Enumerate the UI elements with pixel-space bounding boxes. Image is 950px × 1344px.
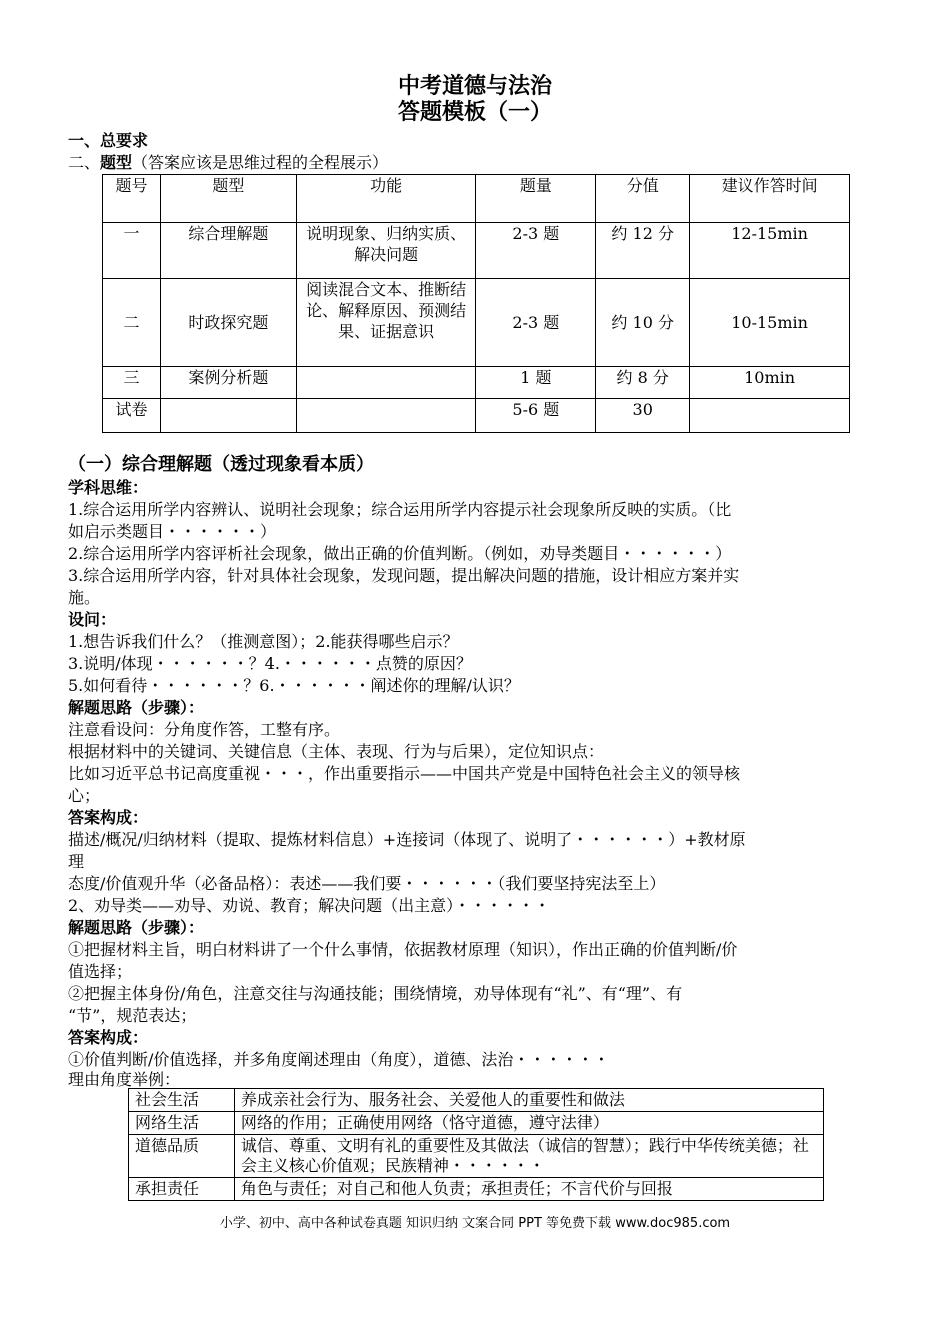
table-cell: 网络的作用；正确使用网络（恪守道德，遵守法律） [234,1112,823,1135]
table-row [129,1135,824,1178]
table-header-cell: 题量 [476,175,596,223]
paragraph-line: 值选择； [68,962,133,981]
table-cell: 30 [596,399,690,433]
paragraph-line: 注意看设问：分角度作答，工整有序。 [68,720,341,739]
table-cell: 养成亲社会行为、服务社会、关爱他人的重要性和做法 [234,1089,823,1112]
answer-structure-label: 答案构成： [68,808,149,827]
table-cell [296,399,476,433]
paragraph-line: 理 [68,852,85,871]
table-header-cell: 建议作答时间 [690,175,850,223]
table-cell: 角色与责任；对自己和他人负责；承担责任；不言代价与回报 [234,1178,823,1201]
table-cell: 阅读混合文本、推断结论、解释原因、预测结果、证据意识 [296,279,476,367]
solution-steps-label: 解题思路（步骤）： [68,918,205,937]
paragraph-line: 理由角度举例： [68,1070,181,1089]
paragraph-line: 2.综合运用所学内容评析社会现象，做出正确的价值判断。（例如，劝导类题目・・・・・・） [68,544,732,563]
table-row [129,1089,824,1112]
table-cell: 一 [103,223,161,279]
table-cell: 网络生活 [129,1112,235,1135]
subject-thinking-label: 学科思维： [68,478,149,497]
solution-steps-label: 解题思路（步骤）： [68,698,205,717]
paragraph-line: 描述/概况/归纳材料（提取、提炼材料信息）+连接词（体现了、说明了・・・・・・）+教材原 [68,830,746,849]
paragraph-line: 2、劝导类——劝导、劝说、教育；解决问题（出主意）・・・・・・ [68,896,551,915]
paragraph-line: 施。 [68,588,101,607]
paragraph-line: 态度/价值观升华（必备品格）：表述——我们要・・・・・・（我们要坚持宪法至上） [68,874,666,893]
table-row [129,1112,824,1135]
table-cell: 约 8 分 [596,367,690,399]
section-question-types-label: 题型 [100,153,133,172]
table-row [103,367,850,399]
table-cell: 2-3 题 [476,279,596,367]
table-cell: 诚信、尊重、文明有礼的重要性及其做法（诚信的智慧）；践行中华传统美德；社会主义核心价值观；民族精神・・・・・・ [234,1135,823,1178]
paragraph-line: 如启示类题目・・・・・・） [68,522,277,541]
table-row [129,1178,824,1201]
table-row [103,399,850,433]
document-subtitle: 答题模板（一） [397,100,552,125]
paragraph-line: ①价值判断/价值选择，并多角度阐述理由（角度），道德、法治・・・・・・ [68,1050,610,1069]
section-question-types-note: （答案应该是思维过程的全程展示） [132,153,389,172]
table-cell: 试卷 [103,399,161,433]
question-forms-label: 设问： [68,610,117,629]
reason-angles-table [128,1088,824,1201]
table-cell: 10min [690,367,850,399]
table-cell: 说明现象、归纳实质、解决问题 [296,223,476,279]
table-header-cell: 题号 [103,175,161,223]
table-header-cell: 分值 [596,175,690,223]
table-cell [296,367,476,399]
page-footer: 小学、初中、高中各种试卷真题 知识归纳 文案合同 PPT 等免费下载 www.doc985.com [219,1216,731,1231]
part1-heading: （一）综合理解题（透过现象看本质） [68,454,374,475]
table-cell: 约 12 分 [596,223,690,279]
table-cell: 约 10 分 [596,279,690,367]
section-question-types-prefix: 二、 [68,153,101,172]
table-header-cell: 题型 [160,175,296,223]
table-cell: 时政探究题 [160,279,296,367]
document-title: 中考道德与法治 [397,74,552,99]
section-general-requirements: 一、总要求 [68,131,149,150]
table-header-row [103,175,850,223]
paragraph-line: 1.综合运用所学内容辨认、说明社会现象；综合运用所学内容提示社会现象所反映的实质。（比 [68,500,732,519]
table-cell [160,399,296,433]
table-cell: 承担责任 [129,1178,235,1201]
paragraph-line: 心； [68,786,101,805]
table-cell: 5-6 题 [476,399,596,433]
table-cell: 案例分析题 [160,367,296,399]
table-row [103,223,850,279]
table-cell: 三 [103,367,161,399]
table-cell: 社会生活 [129,1089,235,1112]
table-row [103,279,850,367]
table-cell: 综合理解题 [160,223,296,279]
table-cell: 二 [103,279,161,367]
paragraph-line: ②把握主体身份/角色，注意交往与沟通技能；围绕情境，劝导体现有“礼”、有“理”、有 [68,984,683,1003]
paragraph-line: “节”，规范表达； [68,1006,197,1025]
paragraph-line: 3.综合运用所学内容，针对具体社会现象，发现问题，提出解决问题的措施，设计相应方案并实 [68,566,740,585]
paragraph-line: 比如习近平总书记高度重视・・・，作出重要指示——中国共产党是中国特色社会主义的领导核 [68,764,741,783]
table-cell [690,399,850,433]
table-cell: 12-15min [690,223,850,279]
paragraph-line: ①把握材料主旨，明白材料讲了一个什么事情，依据教材原理（知识），作出正确的价值判断/价 [68,940,738,959]
paragraph-line: 1.想告诉我们什么？（推测意图）；2.能获得哪些启示？ [68,632,459,651]
answer-structure-label: 答案构成： [68,1028,149,1047]
table-header-cell: 功能 [296,175,476,223]
table-cell: 10-15min [690,279,850,367]
section-question-types [68,152,888,173]
table-cell: 道德品质 [129,1135,235,1178]
paragraph-line: 5.如何看待・・・・・・？6.・・・・・・阐述你的理解/认识？ [68,676,520,695]
question-types-table [102,174,850,433]
paragraph-line: 3.说明/体现・・・・・・？4.・・・・・・点赞的原因？ [68,654,472,673]
table-cell: 2-3 题 [476,223,596,279]
paragraph-line: 根据材料中的关键词、关键信息（主体、表现、行为与后果），定位知识点： [68,742,605,761]
table-cell: 1 题 [476,367,596,399]
